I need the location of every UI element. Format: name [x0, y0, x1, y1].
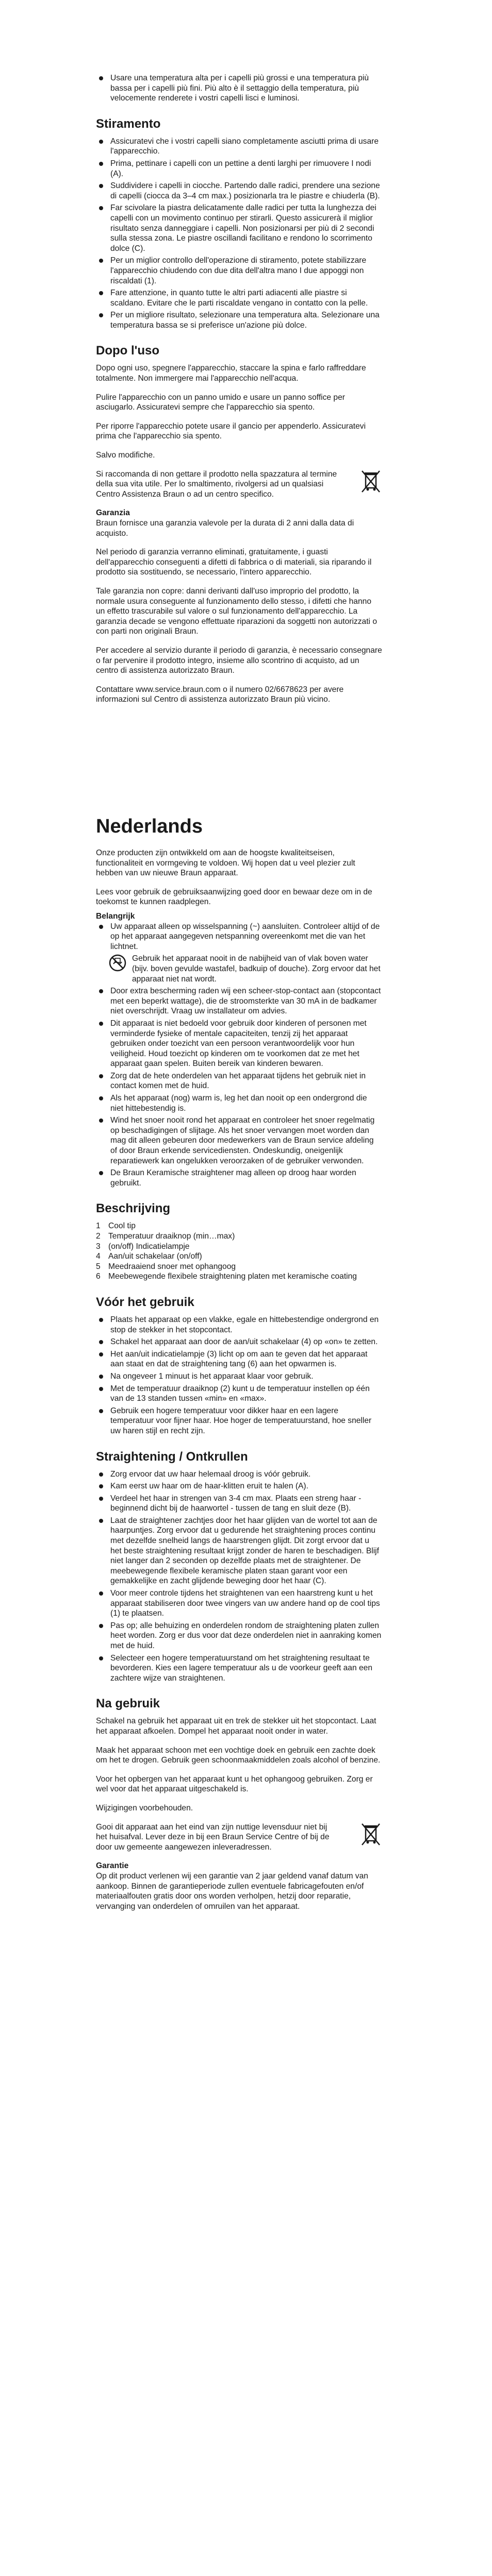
list-item: Wind het snoer nooit rond het apparaat en controleer het snoer regelmatig op beschadigingen of slijtage. Als het snoer vervangen moet worden dan mag dit alleen gebeuren door medewerkers van de Braun service afdeling of door Braun erkende servicediensten. Ondeskundig, oneigenlijk reparatiewerk kan ongelukken veroorzaken of de gebruiker verwonden.: [96, 1115, 382, 1166]
list-item: Suddividere i capelli in ciocche. Partendo dalle radici, prendere una sezione di capelli (ciocca da 3–4 cm max.) posizionarla tra le piastre e chiuderla (B).: [96, 181, 382, 201]
garanzia-paragraph: Per accedere al servizio durante il periodo di garanzia, è necessario consegnare o far pervenire il prodotto integro, insieme allo scontrino di acquisto, ad un centro di assistenza autorizzato Braun.: [96, 646, 382, 675]
voor-list: [96, 1315, 382, 1436]
disposal-text: Si raccomanda di non gettare il prodotto nella spazzatura al termine della sua vita utile. Per lo smaltimento, rivolgersi ad un qualsiasi Centro Assistenza Braun o ad un centro specifico.: [96, 469, 337, 499]
dopo-heading: Dopo l'uso: [96, 344, 160, 358]
list-item: De Braun Keramische straightener mag alleen op droog haar worden gebruikt.: [96, 1168, 382, 1188]
list-item: Plaats het apparaat op een vlakke, egale en hittebestendige ondergrond en stop de stekker in het stopcontact.: [96, 1315, 382, 1335]
list-item: 5 Meedraaiend snoer met ophangoog: [96, 1262, 236, 1271]
garanzia-paragraph: Nel periodo di garanzia verranno eliminati, gratuitamente, i guasti dell'apparecchio conseguenti a difetti di fabbrica o di materiali, sia riparando il prodotto sia sostituendo, se necessario, l'intero apparecchio.: [96, 548, 372, 577]
garanzia-heading: Garanzia: [96, 509, 130, 518]
na-paragraph: Voor het opbergen van het apparaat kunt u het ophangoog gebruiken. Zorg er wel voor dat het apparaat uitgeschakeld is.: [96, 1774, 373, 1794]
list-item: Met de temperatuur draaiknop (2) kunt u de temperatuur instellen op één van de 13 standen tussen «min» en «max».: [96, 1384, 382, 1404]
no-water-icon: [108, 954, 127, 975]
list-item: 1 Cool tip: [96, 1222, 136, 1231]
intro-paragraph: Lees voor gebruik de gebruiksaanwijzing goed door en bewaar deze om in de toekomst te kunnen raadplegen.: [96, 887, 372, 907]
list-item: Per un miglior controllo dell'operazione di stiramento, potete stabilizzare l'apparecchio chiudendo con due dita dell'altra mano I due appoggi non riscaldati (1).: [96, 256, 382, 286]
dopo-paragraph: Pulire l'apparecchio con un panno umido e usare un panno soffice per asciugarlo. Assicuratevi sempre che l'apparecchio sia spento.: [96, 393, 345, 412]
list-item: Het aan/uit indicatielampje (3) licht op om aan te geven dat het apparaat aan staat en dat de straightening tang (6) aan het opwarmen is.: [96, 1349, 382, 1369]
list-item: Dit apparaat is niet bedoeld voor gebruik door kinderen of personen met verminderde fysieke of mentale capaciteiten, tenzij zij het apparaat gebruiken onder toezicht van een persoon verantwoordelijk voor hun veiligheid. Houd toezicht op kinderen om te voorkomen dat ze met het apparaat gaan spelen. Buiten bereik van kinderen bewaren.: [96, 1019, 382, 1069]
dutch-title: Nederlands: [96, 816, 203, 837]
straightening-list: [96, 1469, 382, 1684]
list-item: Zorg ervoor dat uw haar helemaal droog is vóór gebruik.: [96, 1469, 382, 1480]
crossed-bin-icon: [359, 1822, 382, 1850]
temperature-bullet-list: [96, 73, 382, 104]
disposal-notice: [96, 469, 382, 500]
list-item: Na ongeveer 1 minuut is het apparaat klaar voor gebruik.: [96, 1371, 382, 1382]
list-item: Prima, pettinare i capelli con un pettine a denti larghi per rimuovere I nodi (A).: [96, 159, 382, 179]
disposal-text: Gooi dit apparaat aan het eind van zijn nuttige levensduur niet bij het huisafval. Lever deze in bij een Braun Service Centre of bij de door uw gemeente aangewezen inleveradressen.: [96, 1822, 330, 1852]
beschrijving-heading: Beschrijving: [96, 1201, 171, 1216]
list-item: Door extra bescherming raden wij een scheer-stop-contact aan (stopcontact met een beperkt wattage), die de stroomsterkte van 30 mA in de badkamer niet overschrijdt. Vraag uw installateur om advies.: [96, 986, 382, 1016]
list-item: Assicuratevi che i vostri capelli siano completamente asciutti prima di usare l'apparecchio.: [96, 137, 382, 157]
belangrijk-heading: Belangrijk: [96, 911, 135, 921]
na-paragraph: Maak het apparaat schoon met een vochtige doek en gebruik een zachte doek om het te drogen. Gebruik geen schoonmaakmiddelen zoals alcohol of benzine.: [96, 1745, 381, 1765]
garanzia-paragraph: Braun fornisce una garanzia valevole per la durata di 2 anni dalla data di acquisto.: [96, 519, 354, 538]
intro-paragraph: Onze producten zijn ontwikkeld om aan de hoogste kwaliteitseisen, functionaliteit en vormgeving te voldoen. Wij hopen dat u veel plezier zult hebben van uw nieuwe Braun apparaat.: [96, 849, 355, 878]
garanzia-paragraph: Tale garanzia non copre: danni derivanti dall'uso improprio del prodotto, la normale usura conseguente al funzionamento dello stesso, i difetti che hanno un effetto trascurabile sul valore o sul funzionamento dell'apparecchio. La garanzia decade se vengono effettuate riparazioni da soggetti non autorizzati o con parti non originali Braun.: [96, 586, 378, 636]
list-item: Per un migliore risultato, selezionare una temperatura alta. Selezionare una temperatura bassa se si preferisce un'azione più dolce.: [96, 310, 382, 330]
list-item: Kam eerst uw haar om de haar-klitten eruit te halen (A).: [96, 1481, 382, 1492]
list-item: Gebruik een hogere temperatuur voor dikker haar en een lagere temperatuur voor fijner haar. Hoe hoger de temperatuurstand, hoe sneller uw haren stijl en recht zijn.: [96, 1406, 382, 1436]
list-item: Usare una temperatura alta per i capelli più grossi e una temperatura più bassa per i capelli più fini. Più alto è il settaggio della temperatura, più velocemente renderete i vostri capelli lisci e luminosi.: [96, 73, 382, 104]
list-item: Fare attenzione, in quanto tutte le altri parti adiacenti alle piastre si scaldano. Evitare che le parti riscaldate vengano in contatto con la pelle.: [96, 288, 382, 308]
list-item: Selecteer een hogere temperatuurstand om het straightening resultaat te bevorderen. Kies een lagere temperatuur als u de voorkeur geeft aan een zachtere wijze van straightenen.: [96, 1653, 382, 1684]
list-item: 4 Aan/uit schakelaar (on/off): [96, 1252, 202, 1261]
list-item: 6 Meebewegende flexibele straightening platen met keramische coating: [96, 1272, 357, 1281]
list-item: Voor meer controle tijdens het straightenen van een haarstreng kunt u het apparaat stabiliseren door twee vingers van uw andere hand op de cool tips (1) te plaatsen.: [96, 1588, 382, 1619]
dopo-paragraph: Salvo modifiche.: [96, 451, 155, 460]
dopo-paragraph: Dopo ogni uso, spegnere l'apparecchio, staccare la spina e farlo raffreddare totalmente. Non immergere mai l'apparecchio nell'acqua.: [96, 364, 366, 383]
disposal-notice: [96, 1822, 382, 1853]
na-paragraph: Wijzigingen voorbehouden.: [96, 1803, 193, 1812]
list-item: Schakel het apparaat aan door de aan/uit schakelaar (4) op «on» te zetten.: [96, 1337, 382, 1347]
voor-heading: Vóór het gebruik: [96, 1295, 194, 1309]
garanzia-paragraph: Contattare www.service.braun.com o il numero 02/6678623 per avere informazioni sul Centro di assistenza autorizzato Braun più vicino.: [96, 685, 344, 704]
list-item: Verdeel het haar in strengen van 3-4 cm max. Plaats een streng haar - beginnend dicht bij de haarwortel - tussen de tang en sluit deze (B).: [96, 1494, 382, 1514]
italian-section: [96, 73, 382, 714]
list-item: Pas op; alle behuizing en onderdelen rondom de straightening platen zullen heet worden. Zorg er dus voor dat deze onderdelen niet in aanraking komen met de huid.: [96, 1621, 382, 1651]
garantie-paragraph: Op dit product verlenen wij een garantie van 2 jaar geldend vanaf datum van aankoop. Binnen de garantieperiode zullen eventuele fabricagefouten en/of materiaalfouten gratis door ons worden verholpen, hetzij door reparatie, vervanging van onderdelen of omruilen van het apparaat.: [96, 1871, 368, 1911]
stiramento-list: [96, 137, 382, 331]
belangrijk-list: [96, 922, 382, 1189]
list-item: Zorg dat de hete onderdelen van het apparaat tijdens het gebruik niet in contact komen met de huid.: [96, 1071, 382, 1091]
no-water-text: Gebruik het apparaat nooit in de nabijheid van of vlak boven water (bijv. boven gevulde wastafel, badkuip of douche). Zorg ervoor dat het apparaat niet nat wordt.: [132, 954, 381, 984]
dutch-section: [96, 815, 382, 1920]
list-item: Als het apparaat (nog) warm is, leg het dan nooit op een ondergrond die niet hittebestendig is.: [96, 1093, 382, 1113]
stiramento-heading: Stiramento: [96, 116, 161, 131]
list-item: Laat de straightener zachtjes door het haar glijden van de wortel tot aan de haarpuntjes. Zorg ervoor dat u gedurende het straightening proces continu met dezelfde snelheid langs de haarstrengen glijdt. Dit zorgt ervoor dat u het beste straightening resultaat krijgt zonder de haren te beschadigen. Blijf niet langer dan 2 seconden op dezelfde plaats met de straightener. De meebewegende flexibele keramische platen staan garant voor een gemakkelijke en zacht glijdende beweging door het haar (C).: [96, 1516, 382, 1586]
list-item: 3 (on/off) Indicatielampje: [96, 1242, 190, 1251]
list-item: [96, 954, 382, 984]
list-item: 2 Temperatuur draaiknop (min…max): [96, 1232, 235, 1241]
dopo-paragraph: Per riporre l'apparecchio potete usare il gancio per appenderlo. Assicuratevi prima che l'apparecchio sia spento.: [96, 421, 366, 441]
na-paragraph: Schakel na gebruik het apparaat uit en trek de stekker uit het stopcontact. Laat het apparaat afkoelen. Dompel het apparaat nooit onder in water.: [96, 1717, 376, 1736]
beschrijving-list: [96, 1221, 382, 1282]
garantie-heading: Garantie: [96, 1861, 129, 1871]
straightening-heading: Straightening / Ontkrullen: [96, 1449, 248, 1464]
list-item: Far scivolare la piastra delicatamente dalle radici per tutta la lunghezza dei capelli con un movimento continuo per stirarli. Questo assicurerà il miglior risultato senza danneggiare i capelli. Non posizionarsi per più di 2 secondi sulla stessa zona. Le piastre oscillandi facilitano e rendono lo scorrimento dolce (C).: [96, 203, 382, 253]
na-heading: Na gebruik: [96, 1697, 160, 1711]
crossed-bin-icon: [359, 469, 382, 497]
list-item: Uw apparaat alleen op wisselspanning (~) aansluiten. Controleer altijd of de op het apparaat aangegeven netspanning overeenkomt met die van het lichtnet.: [96, 922, 382, 952]
